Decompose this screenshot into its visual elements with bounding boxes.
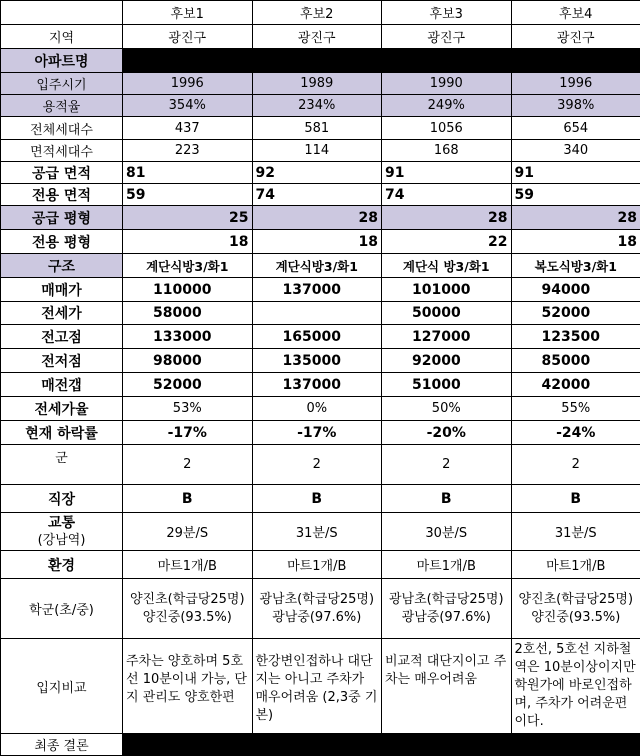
candidate-4-header: 후보4 — [511, 1, 640, 25]
cell: 2 — [123, 445, 253, 485]
cell: 18 — [252, 230, 382, 254]
cell: 52000 — [511, 302, 640, 325]
apartment-row — [1, 49, 640, 73]
cell: 85000 — [511, 349, 640, 373]
cell: 31분/S — [252, 513, 382, 551]
cell: -20% — [382, 421, 512, 445]
supply-area-row — [1, 162, 640, 184]
row-label: 지역 — [1, 25, 123, 49]
header-row — [1, 1, 640, 25]
sale-price-row — [1, 278, 640, 302]
row-label: 공급 면적 — [1, 162, 123, 184]
transport-sublabel: (강남역) — [4, 532, 119, 549]
cell: 340 — [511, 140, 640, 162]
cell: 한강변인접하나 대단지는 아니고 주차가 매우어려움 (2,3중 기본) — [252, 639, 382, 734]
row-label — [1, 513, 123, 551]
households-row — [1, 117, 640, 140]
cell: 74 — [382, 184, 512, 206]
cell: 복도식방3/화1 — [511, 254, 640, 278]
apartment-name-redacted — [123, 49, 640, 73]
cell: 92000 — [382, 349, 512, 373]
candidate-2-header: 후보2 — [252, 1, 382, 25]
cell: 마트1개/B — [123, 551, 253, 579]
cell: 249% — [382, 95, 512, 117]
row-label: 입지비교 — [1, 639, 123, 734]
cell: 437 — [123, 117, 253, 140]
exclusive-area-row — [1, 184, 640, 206]
row-label: 공급 평형 — [1, 206, 123, 230]
row-label: 매전갭 — [1, 373, 123, 397]
cell: 91 — [382, 162, 512, 184]
drop-rate-row — [1, 421, 640, 445]
school-row — [1, 579, 640, 639]
cell: 30분/S — [382, 513, 512, 551]
cell: 31분/S — [511, 513, 640, 551]
row-label: 면적세대수 — [1, 140, 123, 162]
cell: 127000 — [382, 325, 512, 349]
cell: 광남초(학급당25명) 광남중(97.6%) — [252, 579, 382, 639]
cell: 168 — [382, 140, 512, 162]
row-label: 전체세대수 — [1, 117, 123, 140]
cell — [252, 302, 382, 325]
peak-price-row — [1, 325, 640, 349]
cell: 398% — [511, 95, 640, 117]
cell: 주차는 양호하며 5호선 10분이내 가능, 단지 관리도 양호한편 — [123, 639, 253, 734]
cell: -17% — [252, 421, 382, 445]
region-row — [1, 25, 640, 49]
conclusion-redacted — [123, 734, 640, 756]
cell: 18 — [511, 230, 640, 254]
cell: 354% — [123, 95, 253, 117]
row-label: 최종 결론 — [1, 734, 123, 756]
cell: B — [382, 485, 512, 513]
cell: 광진구 — [252, 25, 382, 49]
cell: 101000 — [382, 278, 512, 302]
cell: 마트1개/B — [252, 551, 382, 579]
area-households-row — [1, 140, 640, 162]
cell: 0% — [252, 397, 382, 421]
cell: 28 — [511, 206, 640, 230]
transport-label: 교통 — [4, 515, 119, 532]
cell: B — [511, 485, 640, 513]
cell: 2 — [252, 445, 382, 485]
exclusive-pyeong-row — [1, 230, 640, 254]
row-label: 현재 하락률 — [1, 421, 123, 445]
far-row — [1, 95, 640, 117]
cell: 18 — [123, 230, 253, 254]
cell: 123500 — [511, 325, 640, 349]
cell: 비교적 대단지이고 주차는 매우어려움 — [382, 639, 512, 734]
row-label: 구조 — [1, 254, 123, 278]
cell: 137000 — [252, 278, 382, 302]
cell: 165000 — [252, 325, 382, 349]
cell: 광진구 — [123, 25, 253, 49]
cell: 28 — [252, 206, 382, 230]
cell: 94000 — [511, 278, 640, 302]
cell: 51000 — [382, 373, 512, 397]
cell: 59 — [123, 184, 253, 206]
supply-pyeong-row — [1, 206, 640, 230]
cell: 계단식 방3/화1 — [382, 254, 512, 278]
row-label: 전세가 — [1, 302, 123, 325]
cell: 1996 — [511, 73, 640, 95]
cell: 42000 — [511, 373, 640, 397]
cell: 2 — [511, 445, 640, 485]
row-label: 전용 평형 — [1, 230, 123, 254]
candidate-3-header: 후보3 — [382, 1, 512, 25]
row-label: 전고점 — [1, 325, 123, 349]
cell: 654 — [511, 117, 640, 140]
jobs-row — [1, 485, 640, 513]
cell: 55% — [511, 397, 640, 421]
row-label: 매매가 — [1, 278, 123, 302]
cell: 92 — [252, 162, 382, 184]
movein-row — [1, 73, 640, 95]
cell: 25 — [123, 206, 253, 230]
row-label: 환경 — [1, 551, 123, 579]
cell: -17% — [123, 421, 253, 445]
row-label: 아파트명 — [1, 49, 123, 73]
location-row — [1, 639, 640, 734]
cell: B — [252, 485, 382, 513]
cell: 양진초(학급당25명) 양진중(93.5%) — [123, 579, 253, 639]
cell: 110000 — [123, 278, 253, 302]
row-label: 군 — [1, 445, 123, 485]
cell: 50000 — [382, 302, 512, 325]
district-row — [1, 445, 640, 485]
corner-cell — [1, 1, 123, 25]
cell: 81 — [123, 162, 253, 184]
low-price-row — [1, 349, 640, 373]
row-label: 학군(초/중) — [1, 579, 123, 639]
row-label: 전저점 — [1, 349, 123, 373]
row-label: 전세가율 — [1, 397, 123, 421]
cell: 계단식방3/화1 — [252, 254, 382, 278]
cell: 234% — [252, 95, 382, 117]
cell: 1996 — [123, 73, 253, 95]
cell: 마트1개/B — [382, 551, 512, 579]
row-label: 입주시기 — [1, 73, 123, 95]
cell: 1056 — [382, 117, 512, 140]
cell: 52000 — [123, 373, 253, 397]
cell: 581 — [252, 117, 382, 140]
cell: 91 — [511, 162, 640, 184]
structure-row — [1, 254, 640, 278]
jeonse-price-row — [1, 302, 640, 325]
cell: 광진구 — [382, 25, 512, 49]
gap-row — [1, 373, 640, 397]
row-label: 직장 — [1, 485, 123, 513]
cell: -24% — [511, 421, 640, 445]
conclusion-row — [1, 734, 640, 756]
cell: 양진초(학급당25명) 양진중(93.5%) — [511, 579, 640, 639]
cell: 22 — [382, 230, 512, 254]
cell: 114 — [252, 140, 382, 162]
environment-row — [1, 551, 640, 579]
cell: 2호선, 5호선 지하철역은 10분이상이지만 학원가에 바로인접하며, 주차가 어려운편이다. — [511, 639, 640, 734]
cell: 50% — [382, 397, 512, 421]
cell: 29분/S — [123, 513, 253, 551]
cell: 53% — [123, 397, 253, 421]
cell: 133000 — [123, 325, 253, 349]
cell: 135000 — [252, 349, 382, 373]
cell: 58000 — [123, 302, 253, 325]
cell: 1989 — [252, 73, 382, 95]
row-label: 용적율 — [1, 95, 123, 117]
cell: 마트1개/B — [511, 551, 640, 579]
transport-row — [1, 513, 640, 551]
cell: B — [123, 485, 253, 513]
cell: 28 — [382, 206, 512, 230]
cell: 광진구 — [511, 25, 640, 49]
cell: 74 — [252, 184, 382, 206]
cell: 광남초(학급당25명) 광남중(97.6%) — [382, 579, 512, 639]
cell: 223 — [123, 140, 253, 162]
cell: 98000 — [123, 349, 253, 373]
jeonse-ratio-row — [1, 397, 640, 421]
cell: 1990 — [382, 73, 512, 95]
row-label: 전용 면적 — [1, 184, 123, 206]
candidate-1-header: 후보1 — [123, 1, 253, 25]
cell: 계단식방3/화1 — [123, 254, 253, 278]
cell: 2 — [382, 445, 512, 485]
cell: 137000 — [252, 373, 382, 397]
cell: 59 — [511, 184, 640, 206]
